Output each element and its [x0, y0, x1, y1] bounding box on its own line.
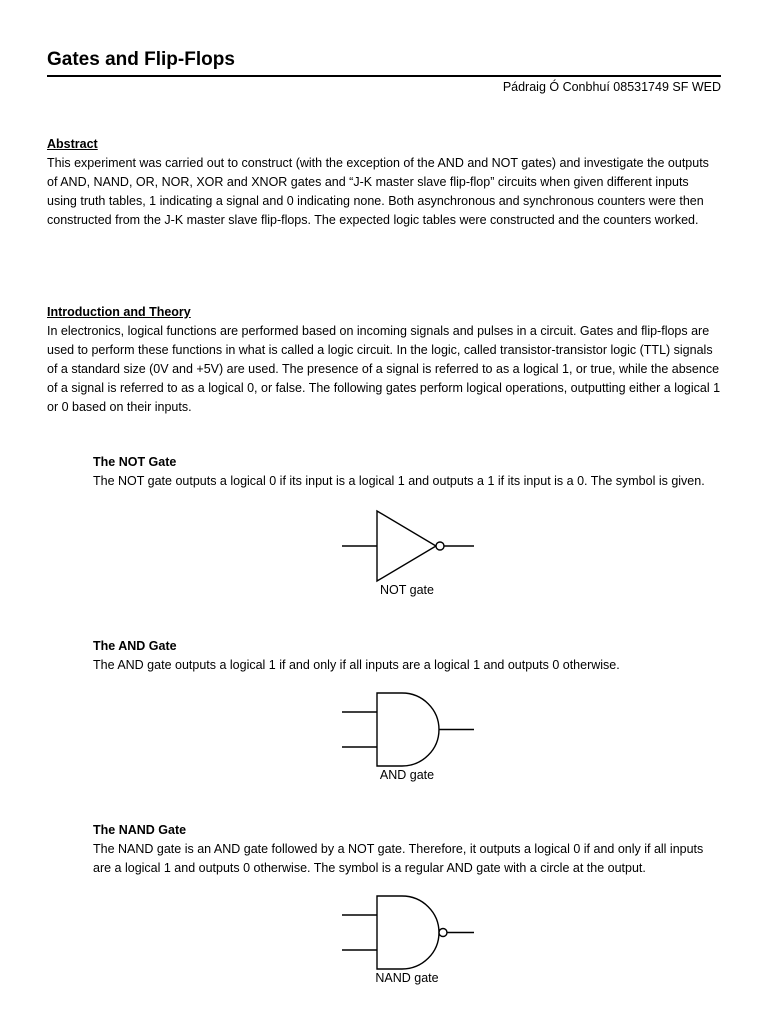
not-gate-heading: The NOT Gate	[93, 455, 177, 469]
nand-gate-text: The NAND gate is an AND gate followed by a NOT gate. Therefore, it outputs a logical 0 if and only if all inputs are a logical 1 and outputs 0 otherwise. The symbol is a regular AND gate with a circle at the output.	[93, 842, 704, 875]
nand-gate-section	[93, 821, 721, 878]
and-gate-heading: The AND Gate	[93, 639, 177, 653]
document-page	[47, 0, 721, 1024]
nand-gate-caption: NAND gate	[375, 971, 439, 985]
not-gate-symbol	[342, 510, 477, 582]
title-underline	[47, 75, 721, 77]
author-line: Pádraig Ó Conbhuí 08531749 SF WED	[502, 80, 721, 94]
not-gate-caption: NOT gate	[380, 583, 434, 597]
nand-gate-body	[377, 896, 439, 969]
and-gate-body	[377, 693, 439, 766]
not-gate-inversion-bubble	[436, 542, 444, 550]
introduction-section	[47, 303, 721, 417]
not-gate-section	[93, 453, 721, 491]
nand-gate-symbol	[342, 895, 477, 970]
nand-gate-heading: The NAND Gate	[93, 823, 187, 837]
and-gate-symbol	[342, 692, 477, 767]
nand-gate-inversion-bubble	[439, 929, 447, 937]
and-gate-caption: AND gate	[379, 768, 435, 782]
and-gate-section	[93, 637, 721, 675]
and-gate-text: The AND gate outputs a logical 1 if and only if all inputs are a logical 1 and outputs 0 otherwise.	[93, 658, 620, 672]
not-gate-triangle	[377, 511, 436, 581]
introduction-text: In electronics, logical functions are performed based on incoming signals and pulses in a circuit. Gates and flip-flops are used to perform these functions in what is called a logic circuit. In the logic, called transistor-transistor logic (TTL) signals of a standard size (0V and +5V) are used. The presence of a signal is referred to as a logical 1, or true, while the absence of a signal is referred to as a logical 0, or false. The following gates perform logical operations, outputting either a logical 1 or 0 based on their inputs.	[47, 324, 721, 414]
document-title: Gates and Flip-Flops	[47, 49, 235, 70]
introduction-heading: Introduction and Theory	[47, 305, 191, 319]
abstract-heading: Abstract	[47, 137, 98, 151]
abstract-section	[47, 135, 721, 230]
abstract-text: This experiment was carried out to construct (with the exception of the AND and NOT gates) and investigate the outputs of AND, NAND, OR, NOR, XOR and XNOR gates and “J-K master slave flip-flop” circuits when given different inputs using truth tables, 1 indicating a signal and 0 indicating none. Both asynchronous and synchronous counters were then constructed from the J-K master slave flip-flops. The expected logic tables were constructed and the counters worked.	[47, 156, 709, 227]
not-gate-text: The NOT gate outputs a logical 0 if its input is a logical 1 and outputs a 1 if its input is a 0. The symbol is given.	[93, 474, 705, 488]
